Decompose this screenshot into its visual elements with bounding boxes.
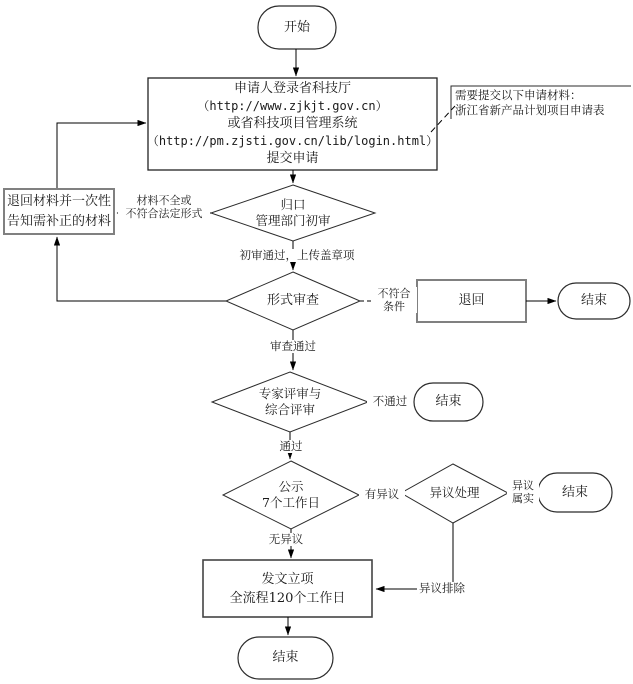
text-line: 结束 xyxy=(561,484,588,500)
text-line: 发文立项 xyxy=(261,571,314,587)
text-line: 退回材料并一次性 xyxy=(6,193,111,209)
text-line: 退回 xyxy=(458,293,485,308)
text-line: 综合评审 xyxy=(264,402,315,417)
end-after-objection-terminator xyxy=(538,473,612,512)
return-materials-box xyxy=(6,190,112,233)
url-line: （http://pm.zjsti.gov.cn/lib/login.html） xyxy=(146,133,439,148)
end-after-return-terminator xyxy=(558,283,630,319)
text-line: 全流程120个工作日 xyxy=(229,590,346,606)
url-line: （http://www.zjkjt.gov.cn） xyxy=(197,98,388,113)
edge-label-not-qualified xyxy=(371,287,417,313)
start-terminator xyxy=(258,6,336,49)
text-line: 审查通过 xyxy=(270,339,316,353)
text-line: 结束 xyxy=(580,293,607,308)
text-line: 不符合法定形式 xyxy=(125,207,203,220)
text-line: 材料不全或 xyxy=(136,194,192,207)
text-line: 申请人登录省科技厅 xyxy=(233,81,351,97)
text-line: 初审通过，上传盖章项 xyxy=(239,248,355,262)
text-line: 结束 xyxy=(272,650,299,665)
edge-label-initial-pass xyxy=(228,249,366,262)
text-line: 7个工作日 xyxy=(262,495,320,510)
publicity-decision xyxy=(223,462,359,528)
edge-label-fail xyxy=(367,395,413,408)
edge-label-pass xyxy=(272,440,310,453)
end-final-terminator xyxy=(238,637,333,679)
end-after-expert-terminator xyxy=(414,383,483,421)
text-line: 异议排除 xyxy=(419,581,465,595)
text-line: 异议 xyxy=(512,479,534,492)
edge-label-has-objection xyxy=(359,488,405,501)
edge-label-objection-cleared xyxy=(417,582,467,595)
text-line: 属实 xyxy=(512,492,534,505)
return-box xyxy=(417,280,526,322)
materials-note xyxy=(455,87,631,119)
text-line: 通过 xyxy=(279,439,303,453)
expert-review-decision xyxy=(212,373,368,431)
edge-label-incomplete xyxy=(118,194,210,220)
text-line: 或省科技项目管理系统 xyxy=(227,116,358,132)
formal-review-decision xyxy=(226,273,360,329)
text-line: 公示 xyxy=(278,479,304,494)
initial-review-decision xyxy=(211,186,375,240)
text-line: 不通过 xyxy=(372,394,408,408)
text-line: 结束 xyxy=(435,394,462,409)
text-line: 异议处理 xyxy=(429,485,480,500)
connector-formal-to-returnmaterials xyxy=(57,237,226,301)
text-line: 浙江省新产品计划项目申请表 xyxy=(455,103,605,117)
connector-returnmaterials-to-apply xyxy=(57,123,146,188)
text-line: 提交申请 xyxy=(266,151,319,167)
connector-objection-to-approval xyxy=(376,523,453,589)
text-line: 需要提交以下申请材料： xyxy=(455,88,582,102)
text-line: 专家评审与 xyxy=(258,386,322,401)
edge-label-objection-true xyxy=(507,479,539,505)
text-line: 有异议 xyxy=(364,487,400,501)
text-line: 管理部门初审 xyxy=(255,213,331,228)
text-line: 不符合 xyxy=(377,287,411,300)
text-line: 无异议 xyxy=(268,532,304,546)
edge-label-review-pass xyxy=(262,340,324,353)
apply-box xyxy=(146,80,439,168)
approval-box xyxy=(203,560,372,617)
objection-handling-decision xyxy=(401,464,508,522)
text-line: 开始 xyxy=(283,19,310,35)
edge-label-no-objection xyxy=(263,533,309,546)
text-line: 条件 xyxy=(383,300,405,313)
text-line: 归口 xyxy=(280,197,306,212)
text-line: 告知需补正的材料 xyxy=(6,213,111,229)
text-line: 形式审查 xyxy=(266,293,319,308)
